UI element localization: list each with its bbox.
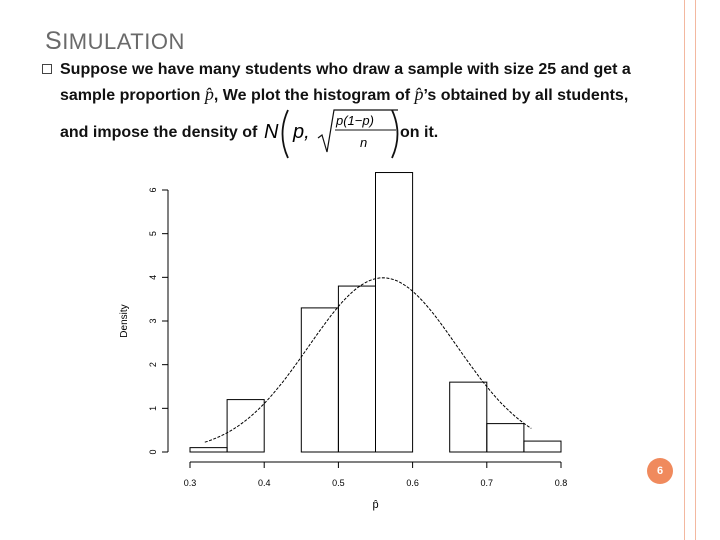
y-axis-label: Density: [119, 304, 130, 338]
formula-numerator: p(1−p): [336, 113, 374, 128]
x-tick-label: 0.5: [332, 478, 345, 488]
bullet-line-2: sample proportion p̂, We plot the histogram of p̂’s obtained by all students,: [60, 84, 629, 104]
formula-N: N: [264, 121, 279, 143]
y-tick-label: 5: [148, 231, 158, 237]
y-tick-label: 2: [148, 362, 158, 368]
x-tick-label: 0.8: [554, 478, 568, 488]
x-axis-label: p̂: [372, 499, 379, 511]
formula-denominator: n: [360, 135, 368, 150]
histogram-bar: [487, 424, 524, 452]
formula-p: p,: [293, 121, 310, 143]
histogram-bar: [190, 448, 227, 452]
slide-title: SIMULATION: [45, 27, 185, 55]
x-tick-label: 0.4: [257, 478, 271, 488]
y-tick-label: 0: [148, 449, 158, 455]
histogram-bar: [338, 286, 375, 452]
y-tick-label: 6: [148, 187, 158, 193]
x-tick-label: 0.3: [183, 478, 197, 488]
bullet-line-1: Suppose we have many students who draw a sample with size 25 and get a: [60, 61, 631, 78]
histogram-bar: [450, 382, 487, 452]
histogram-bar: [227, 400, 264, 452]
x-tick-label: 0.6: [406, 478, 419, 488]
density-curve: [205, 278, 532, 442]
histogram-bar: [301, 308, 338, 452]
y-tick-label: 1: [148, 405, 158, 411]
y-tick-label: 3: [148, 318, 158, 324]
histogram-bar: [524, 441, 561, 452]
histogram-bar: [376, 173, 413, 452]
x-tick-label: 0.7: [480, 478, 494, 488]
page-number-badge: 6: [647, 458, 673, 484]
bullet-line-3: and impose the density of: [60, 124, 258, 141]
bullet-line-3-end: on it.: [400, 124, 439, 141]
y-tick-label: 4: [148, 274, 158, 280]
